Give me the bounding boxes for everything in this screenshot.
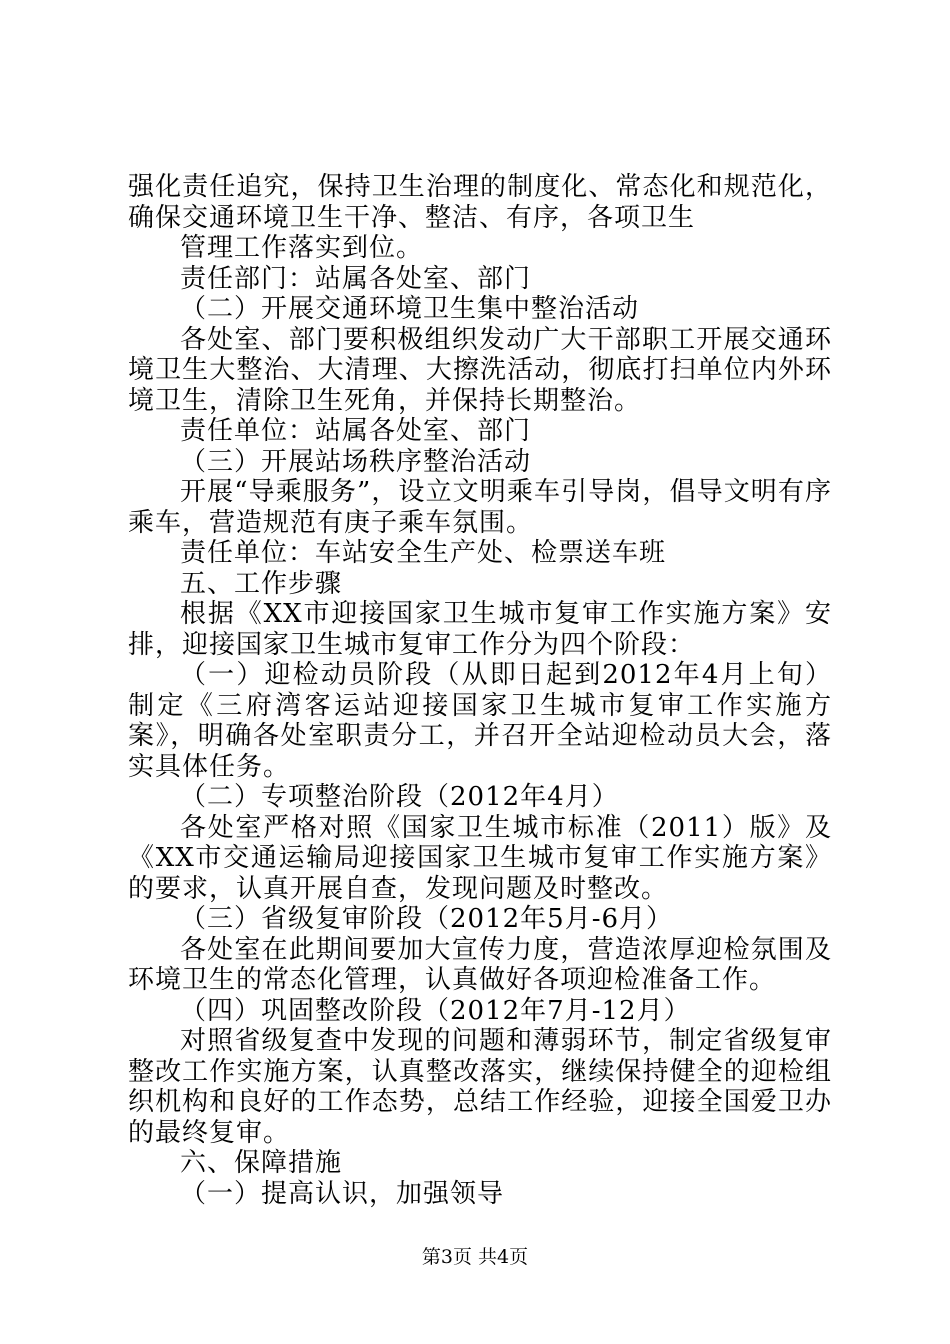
section-heading-2: （二）开展交通环境卫生集中整治活动 (180, 294, 640, 324)
section-title-5: 五、工作步骤 (180, 568, 343, 599)
paragraph-7: 责任单位：车站安全生产处、检票送车班 (180, 538, 667, 568)
measure-1-heading: （一）提高认识，加强领导 (180, 1178, 505, 1209)
paragraph-9: 各处室严格对照《国家卫生城市标准（2011）版》及《XX市交通运输局迎接国家卫生城市复审工作实施方案》的要求，认真开展自查，发现问题及时整改。 (128, 812, 832, 904)
section-heading-3: （三）开展站场秩序整治活动 (180, 446, 532, 477)
stage-4-heading: （四）巩固整改阶段（2012年7月-12月） (180, 995, 691, 1026)
paragraph-5: 责任单位：站属各处室、部门 (180, 416, 532, 446)
paragraph-6: 开展“导乘服务”，设立文明乘车引导岗，倡导文明有序乘车，营造规范有庚子乘车氛围。 (128, 477, 832, 538)
paragraph-2: 管理工作落实到位。 (180, 233, 424, 263)
page-number-footer: 第3页 共4页 (421, 1246, 529, 1268)
stage-2-heading: （二）专项整治阶段（2012年4月） (180, 782, 619, 812)
stage-3-heading: （三）省级复审阶段（2012年5月-6月） (180, 904, 674, 934)
paragraph-3: 责任部门：站属各处室、部门 (180, 263, 532, 294)
paragraph-11: 对照省级复查中发现的问题和薄弱环节，制定省级复审整改工作实施方案，认真整改落实，继续保持健全的迎检组织机构和良好的工作态势，总结工作经验，迎接全国爱卫办的最终复审。 (128, 1026, 832, 1148)
paragraph-4: 各处室、部门要积极组织发动广大干部职工开展交通环境卫生大整治、大清理、大擦洗活动，彻底打扫单位内外环境卫生，清除卫生死角，并保持长期整治。 (128, 324, 832, 416)
document-body (128, 172, 832, 1209)
stage-1: （一）迎检动员阶段（从即日起到2012年4月上旬）制定《三府湾客运站迎接国家卫生城市复审工作实施方案》，明确各处室职责分工，并召开全站迎检动员大会，落实具体任务。 (128, 660, 832, 782)
paragraph-1: 强化责任追究，保持卫生治理的制度化、常态化和规范化，确保交通环境卫生干净、整洁、有序，各项卫生 (128, 172, 832, 233)
paragraph-8: 根据《XX市迎接国家卫生城市复审工作实施方案》安排，迎接国家卫生城市复审工作分为四个阶段： (128, 599, 832, 660)
section-title-6: 六、保障措施 (180, 1148, 343, 1178)
paragraph-10: 各处室在此期间要加大宣传力度，营造浓厚迎检氛围及环境卫生的常态化管理，认真做好各项迎检准备工作。 (128, 934, 832, 995)
